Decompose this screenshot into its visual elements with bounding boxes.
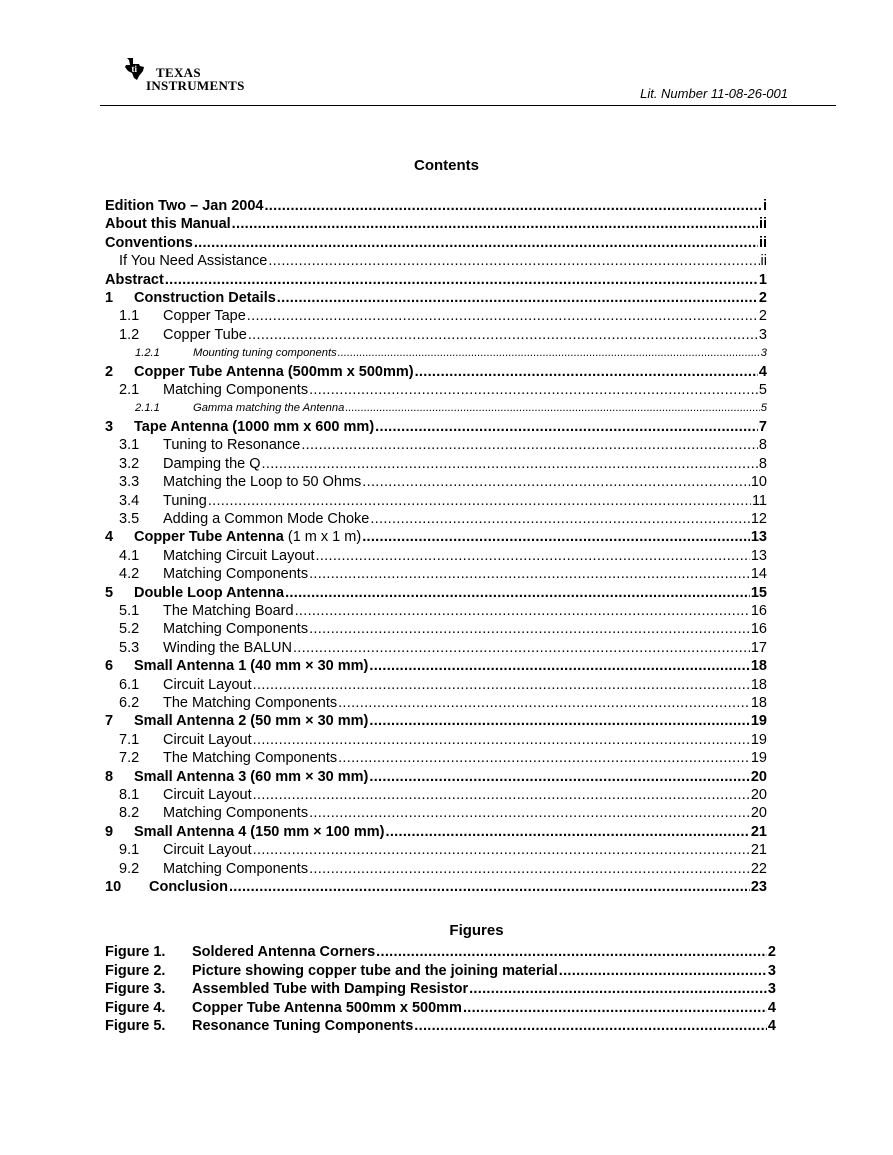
figures-title: Figures xyxy=(449,922,504,939)
toc-entry-number: 2.1.1 xyxy=(135,402,160,415)
toc-entry-title: Circuit Layout xyxy=(163,676,252,693)
figure-page: 3 xyxy=(767,981,776,997)
toc-entry-page: 19 xyxy=(750,750,767,767)
toc-entry-number: 1 xyxy=(105,290,114,307)
toc-entry-page: 18 xyxy=(750,676,767,693)
logo-line-1: TEXAS xyxy=(156,65,201,80)
figure-title: Copper Tube Antenna 500mm x 500mm xyxy=(192,999,462,1016)
figure-entry[interactable] xyxy=(105,980,776,999)
dot-leader xyxy=(309,804,750,822)
figure-entry[interactable] xyxy=(105,999,776,1018)
toc-entry-title: Gamma matching the Antenna xyxy=(193,402,345,415)
dot-leader xyxy=(369,657,749,675)
toc-entry-number: 2 xyxy=(105,363,114,380)
toc-entry-title: Copper Tape xyxy=(163,308,246,325)
toc-entry[interactable] xyxy=(105,455,767,473)
dot-leader xyxy=(232,215,758,233)
figure-page: 4 xyxy=(767,1018,776,1034)
toc-entry[interactable] xyxy=(105,252,767,270)
figure-page: 4 xyxy=(767,999,776,1016)
toc-entry-page: 2 xyxy=(758,290,767,307)
toc-entry[interactable] xyxy=(105,363,767,381)
toc-entry-title: Small Antenna 3 (60 mm × 30 mm) xyxy=(134,768,369,785)
toc-entry-title: Circuit Layout xyxy=(163,731,252,748)
dot-leader xyxy=(469,980,767,999)
toc-entry[interactable] xyxy=(105,823,767,841)
texas-instruments-logo xyxy=(124,57,244,97)
toc-entry-page: 19 xyxy=(750,713,767,730)
figure-label: Figure 2. xyxy=(105,962,166,979)
dot-leader xyxy=(370,510,750,528)
toc-entry-page: 16 xyxy=(750,602,767,619)
toc-entry[interactable] xyxy=(105,289,767,307)
toc-entry-number: 4.1 xyxy=(119,547,140,564)
toc-entry-number: 6.1 xyxy=(119,676,140,693)
toc-entry-page: 17 xyxy=(750,639,767,656)
toc-entry[interactable] xyxy=(105,602,767,620)
toc-entry-page: 14 xyxy=(750,566,767,583)
toc-entry-title: Small Antenna 1 (40 mm × 30 mm) xyxy=(134,658,369,675)
dot-leader xyxy=(463,999,767,1018)
toc-entry[interactable] xyxy=(105,712,767,730)
toc-entry-number: 5.3 xyxy=(119,639,140,656)
toc-entry-page: 5 xyxy=(760,402,767,415)
toc-entry-number: 7.1 xyxy=(119,731,140,748)
toc-entry-title: Matching Components xyxy=(163,382,309,399)
toc-entry-number: 5.2 xyxy=(119,621,140,638)
toc-entry-title: Abstract xyxy=(105,271,164,288)
toc-entry[interactable] xyxy=(105,547,767,565)
toc-entry-title: The Matching Components xyxy=(163,750,338,767)
toc-entry-title: The Matching Components xyxy=(163,694,338,711)
toc-entry-page: 18 xyxy=(750,658,767,675)
toc-entry-title: Matching Components xyxy=(163,621,309,638)
logo-line-2: INSTRUMENTS xyxy=(146,78,245,93)
toc-entry-number: 2.1 xyxy=(119,382,140,399)
toc-entry-number: 8 xyxy=(105,768,114,785)
dot-leader xyxy=(309,620,750,638)
page-header xyxy=(100,55,836,106)
toc-entry-page: ii xyxy=(758,234,767,251)
dot-leader xyxy=(264,197,762,215)
toc-entry-page: 16 xyxy=(750,621,767,638)
toc-entry-number: 5 xyxy=(105,584,114,601)
toc-entry[interactable] xyxy=(105,565,767,583)
figure-title: Picture showing copper tube and the joining material xyxy=(192,962,558,979)
toc-entry[interactable] xyxy=(105,492,767,510)
dot-leader xyxy=(247,307,758,325)
toc-entry-page: 15 xyxy=(750,584,767,601)
toc-entry-number: 9 xyxy=(105,823,114,840)
toc-entry-title: Matching Components xyxy=(163,860,309,877)
toc-entry-title: Copper Tube Antenna (500mm x 500mm) xyxy=(134,363,414,380)
toc-entry-title: Circuit Layout xyxy=(163,842,252,859)
toc-entry-number: 1.2 xyxy=(119,326,140,343)
toc-entry-page: 20 xyxy=(750,805,767,822)
dot-leader xyxy=(345,399,759,417)
figure-label: Figure 1. xyxy=(105,944,166,960)
dot-leader xyxy=(316,547,750,565)
toc-entry[interactable] xyxy=(105,473,767,491)
dot-leader xyxy=(253,786,750,804)
figure-label: Figure 5. xyxy=(105,1018,166,1034)
toc-entry[interactable] xyxy=(105,878,767,896)
toc-entry-page: 13 xyxy=(750,529,767,546)
toc-entry-number: 3.4 xyxy=(119,492,140,509)
toc-entry[interactable] xyxy=(105,804,767,822)
toc-entry-number: 3.3 xyxy=(119,474,140,491)
toc-entry-title: Matching Circuit Layout xyxy=(163,547,315,564)
toc-entry[interactable] xyxy=(105,676,767,694)
toc-entry[interactable] xyxy=(105,694,767,712)
toc-entry-page: 4 xyxy=(758,363,767,380)
toc-entry-page: 10 xyxy=(750,474,767,491)
toc-entry-page: 21 xyxy=(750,842,767,859)
dot-leader xyxy=(285,584,750,602)
list-of-figures xyxy=(105,943,776,1036)
toc-entry-page: 22 xyxy=(750,860,767,877)
toc-entry-page: 3 xyxy=(760,347,767,360)
toc-entry-title: Conclusion xyxy=(149,879,228,896)
dot-leader xyxy=(268,252,759,270)
toc-entry[interactable] xyxy=(105,749,767,767)
toc-entry-number: 9.1 xyxy=(119,842,140,859)
toc-entry[interactable] xyxy=(105,197,767,215)
toc-entry-number: 1.1 xyxy=(119,308,140,325)
toc-entry-title: Copper Tube xyxy=(163,326,247,343)
toc-entry-title: Matching the Loop to 50 Ohms xyxy=(163,474,362,491)
toc-entry-number: 9.2 xyxy=(119,860,140,877)
toc-entry[interactable] xyxy=(105,768,767,786)
figure-entry[interactable] xyxy=(105,962,776,981)
toc-entry-page: ii xyxy=(760,253,767,270)
figure-entry[interactable] xyxy=(105,1017,776,1036)
toc-entry-page: ii xyxy=(758,216,767,233)
dot-leader xyxy=(194,234,758,252)
dot-leader xyxy=(559,962,767,981)
figure-label: Figure 3. xyxy=(105,981,166,997)
toc-entry-title: Double Loop Antenna xyxy=(134,584,285,601)
dot-leader xyxy=(253,676,750,694)
dot-leader xyxy=(208,492,751,510)
toc-entry-title: The Matching Board xyxy=(163,602,294,619)
dot-leader xyxy=(414,1017,767,1036)
toc-entry-title: Copper Tube Antenna xyxy=(134,529,284,546)
dot-leader xyxy=(295,602,750,620)
toc-entry-number: 3.5 xyxy=(119,510,140,527)
toc-entry-title: Mounting tuning components xyxy=(193,347,337,360)
dot-leader xyxy=(165,271,758,289)
toc-entry-page: 3 xyxy=(758,326,767,343)
toc-entry-page: 2 xyxy=(758,308,767,325)
toc-entry[interactable] xyxy=(105,234,767,252)
toc-entry[interactable] xyxy=(105,510,767,528)
dot-leader xyxy=(362,473,750,491)
figure-page: 3 xyxy=(767,962,776,979)
dot-leader xyxy=(338,749,750,767)
literature-number: Lit. Number 11-08-26-001 xyxy=(640,86,788,101)
dot-leader xyxy=(229,878,750,896)
toc-entry-number: 6 xyxy=(105,658,114,675)
toc-entry-title: Tuning xyxy=(163,492,207,509)
dot-leader xyxy=(262,455,758,473)
toc-entry-page: 11 xyxy=(751,492,767,509)
toc-entry[interactable] xyxy=(105,841,767,859)
toc-entry[interactable] xyxy=(105,528,767,546)
toc-entry[interactable] xyxy=(105,326,767,344)
toc-entry-page: 19 xyxy=(750,731,767,748)
toc-entry-number: 4 xyxy=(105,529,114,546)
toc-entry[interactable] xyxy=(105,860,767,878)
toc-entry-number: 5.1 xyxy=(119,602,140,619)
toc-entry-number: 3.2 xyxy=(119,455,140,472)
toc-entry-page: 18 xyxy=(750,694,767,711)
toc-entry-number: 3.1 xyxy=(119,437,140,454)
toc-entry[interactable] xyxy=(105,786,767,804)
toc-entry-page: 7 xyxy=(758,418,767,435)
dot-leader xyxy=(309,565,750,583)
dot-leader xyxy=(338,694,750,712)
toc-entry-page: 1 xyxy=(758,271,767,288)
toc-entry-title: Tuning to Resonance xyxy=(163,437,301,454)
figure-label: Figure 4. xyxy=(105,999,166,1016)
toc-entry-number: 10 xyxy=(105,879,122,896)
toc-entry[interactable] xyxy=(105,418,767,436)
toc-entry-page: 20 xyxy=(750,768,767,785)
toc-entry-number: 8.2 xyxy=(119,805,140,822)
toc-entry-number: 3 xyxy=(105,418,114,435)
svg-text:ti: ti xyxy=(131,64,137,74)
toc-entry-page: 5 xyxy=(758,382,767,399)
toc-entry-title: Small Antenna 4 (150 mm × 100 mm) xyxy=(134,823,385,840)
toc-entry-page: 8 xyxy=(758,455,767,472)
contents-title: Contents xyxy=(414,157,479,174)
toc-entry-number: 4.2 xyxy=(119,566,140,583)
table-of-contents xyxy=(105,197,767,896)
figure-title: Assembled Tube with Damping Resistor xyxy=(192,981,469,997)
toc-entry[interactable] xyxy=(105,620,767,638)
figure-title: Soldered Antenna Corners xyxy=(192,944,376,960)
toc-entry-title: About this Manual xyxy=(105,216,231,233)
toc-entry-title: Conventions xyxy=(105,234,193,251)
dot-leader xyxy=(369,768,749,786)
toc-entry[interactable] xyxy=(105,731,767,749)
toc-entry-title: Edition Two – Jan 2004 xyxy=(105,198,264,214)
toc-entry-number: 7.2 xyxy=(119,750,140,767)
toc-entry-title-suffix: (1 m x 1 m) xyxy=(283,529,362,546)
dot-leader xyxy=(309,860,750,878)
toc-entry-page: 13 xyxy=(750,547,767,564)
dot-leader xyxy=(309,381,758,399)
dot-leader xyxy=(375,418,758,436)
dot-leader xyxy=(362,528,750,546)
figure-entry[interactable] xyxy=(105,943,776,962)
toc-entry-title: Tape Antenna (1000 mm x 600 mm) xyxy=(134,418,375,435)
toc-entry-page: 23 xyxy=(750,879,767,896)
toc-entry-page: 21 xyxy=(750,823,767,840)
dot-leader xyxy=(248,326,758,344)
toc-entry-title: Winding the BALUN xyxy=(163,639,292,656)
toc-entry[interactable] xyxy=(105,639,767,657)
toc-entry-title: Matching Components xyxy=(163,566,309,583)
toc-entry[interactable] xyxy=(105,344,767,362)
toc-entry-title: Matching Components xyxy=(163,805,309,822)
dot-leader xyxy=(376,943,767,962)
toc-entry[interactable] xyxy=(105,381,767,399)
dot-leader xyxy=(301,436,758,454)
toc-entry-title: Construction Details xyxy=(134,290,276,307)
toc-entry-title: Circuit Layout xyxy=(163,787,252,803)
toc-entry[interactable] xyxy=(105,657,767,675)
toc-entry-number: 8.1 xyxy=(119,787,140,803)
dot-leader xyxy=(369,712,749,730)
dot-leader xyxy=(293,639,750,657)
figure-page: 2 xyxy=(767,944,776,960)
toc-entry-number: 7 xyxy=(105,713,114,730)
dot-leader xyxy=(253,731,750,749)
toc-entry-page: i xyxy=(762,198,767,214)
toc-entry[interactable] xyxy=(105,307,767,325)
figure-title: Resonance Tuning Components xyxy=(192,1018,414,1034)
toc-entry-title: Adding a Common Mode Choke xyxy=(163,510,370,527)
dot-leader xyxy=(386,823,750,841)
toc-entry-number: 6.2 xyxy=(119,694,140,711)
dot-leader xyxy=(253,841,750,859)
dot-leader xyxy=(415,363,758,381)
toc-entry[interactable] xyxy=(105,436,767,454)
toc-entry-page: 12 xyxy=(750,510,767,527)
dot-leader xyxy=(277,289,758,307)
toc-entry-page: 20 xyxy=(750,787,767,803)
toc-entry-title: If You Need Assistance xyxy=(119,253,268,270)
toc-entry[interactable] xyxy=(105,215,767,233)
toc-entry[interactable] xyxy=(105,584,767,602)
toc-entry[interactable] xyxy=(105,399,767,417)
toc-entry-title: Damping the Q xyxy=(163,455,261,472)
toc-entry-title: Small Antenna 2 (50 mm × 30 mm) xyxy=(134,713,369,730)
texas-state-icon xyxy=(124,57,146,81)
toc-entry[interactable] xyxy=(105,271,767,289)
toc-entry-page: 8 xyxy=(758,437,767,454)
toc-entry-number: 1.2.1 xyxy=(135,347,160,360)
dot-leader xyxy=(338,344,760,362)
